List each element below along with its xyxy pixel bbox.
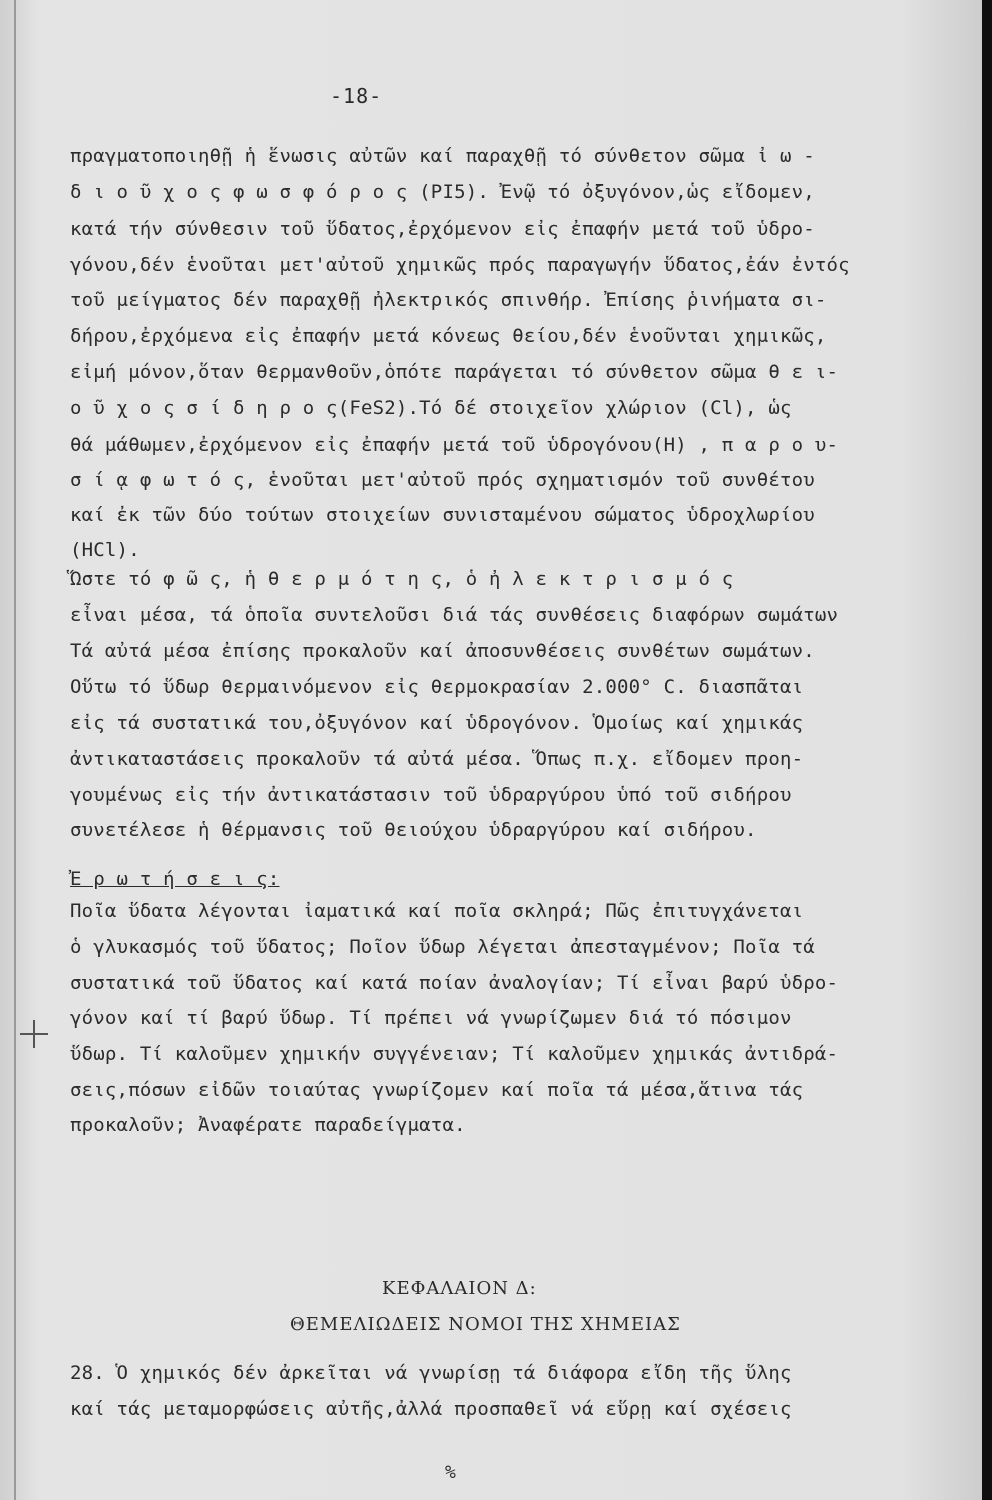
text-line: 28. Ὁ χημικός δέν ἀρκεῖται νά γνωρίσῃ τά διάφορα εἴδη τῆς ὕλης bbox=[70, 1362, 792, 1384]
text-line: θά μάθωμεν,ἐρχόμενον εἰς ἐπαφήν μετά τοῦ ὑδρογόνου(H) , π α ρ ο υ- bbox=[70, 434, 839, 456]
text-line: ὁ γλυκασμός τοῦ ὕδατος; Ποῖον ὕδωρ λέγεται ἀπεσταγμένον; Ποῖα τά bbox=[70, 936, 815, 958]
text-line: σ ί ᾳ φ ω τ ό ς, ἑνοῦται μετ'αὐτοῦ πρός σχηματισμόν τοῦ συνθέτου bbox=[70, 469, 815, 491]
margin-cross-mark bbox=[20, 1020, 48, 1048]
footer-mark: % bbox=[445, 1462, 456, 1483]
text-line: Τά αὐτά μέσα ἐπίσης προκαλοῦν καί ἀποσυνθέσεις συνθέτων σωμάτων. bbox=[70, 640, 815, 662]
text-line: γουμένως εἰς τήν ἀντικατάστασιν τοῦ ὑδραργύρου ὑπό τοῦ σιδήρου bbox=[70, 784, 792, 806]
chapter-subtitle: ΘΕΜΕΛΙΩΔΕΙΣ ΝΟΜΟΙ ΤΗΣ ΧΗΜΕΙΑΣ bbox=[290, 1314, 681, 1335]
text-line: σεις,πόσων εἰδῶν τοιαύτας γνωρίζομεν καί ποῖα τά μέσα,ἅτινα τάς bbox=[70, 1079, 804, 1101]
text-line: δ ι ο ῦ χ ο ς φ ω σ φ ό ρ ο ς (PI5). Ἐνῷ τό ὀξυγόνον,ὡς εἴδομεν, bbox=[70, 181, 815, 203]
text-line: (HCl). bbox=[70, 539, 140, 561]
text-line: ο ῦ χ ο ς σ ί δ η ρ ο ς(FeS2).Τό δέ στοιχεῖον χλώριον (Cl), ὡς bbox=[70, 397, 792, 419]
section-heading-questions: Ἐ ρ ω τ ή σ ε ι ς: bbox=[70, 868, 280, 890]
text-line: συνετέλεσε ἡ θέρμανσις τοῦ θειούχου ὑδραργύρου καί σιδήρου. bbox=[70, 819, 757, 841]
text-line: γόνου,δέν ἑνοῦται μετ'αὐτοῦ χημικῶς πρός παραγωγήν ὕδατος,ἐάν ἐντός bbox=[70, 254, 850, 276]
text-line: Οὕτω τό ὕδωρ θερμαινόμενον εἰς θερμοκρασίαν 2.000° C. διασπᾶται bbox=[70, 676, 804, 698]
text-line: τοῦ μείγματος δέν παραχθῇ ἠλεκτρικός σπινθήρ. Ἐπίσης ῥινήματα σι- bbox=[70, 289, 827, 311]
text-line: καί ἐκ τῶν δύο τούτων στοιχείων συνισταμένου σώματος ὑδροχλωρίου bbox=[70, 504, 815, 526]
text-line: δήρου,ἐρχόμενα εἰς ἐπαφήν μετά κόνεως θείου,δέν ἑνοῦνται χημικῶς, bbox=[70, 325, 827, 347]
text-line: Ὥστε τό φ ῶ ς, ἡ θ ε ρ μ ό τ η ς, ὁ ἠ λ ε κ τ ρ ι σ μ ό ς bbox=[70, 568, 734, 590]
page-edge-shadow bbox=[982, 0, 992, 1500]
text-line: προκαλοῦν; Ἀναφέρατε παραδείγματα. bbox=[70, 1114, 466, 1136]
text-line: εἰμή μόνον,ὅταν θερμανθοῦν,ὁπότε παράγεται τό σύνθετον σῶμα θ ε ι- bbox=[70, 361, 839, 383]
text-line: καί τάς μεταμορφώσεις αὐτῆς,ἀλλά προσπαθεῖ νά εὕρῃ καί σχέσεις bbox=[70, 1398, 792, 1420]
chapter-title: ΚΕΦΑΛΑΙΟΝ Δ: bbox=[382, 1278, 537, 1299]
text-line: εἰς τά συστατικά του,ὀξυγόνον καί ὑδρογόνον. Ὁμοίως καί χημικάς bbox=[70, 712, 804, 734]
text-line: ὕδωρ. Τί καλοῦμεν χημικήν συγγένειαν; Τί καλοῦμεν χημικάς ἀντιδρά- bbox=[70, 1043, 839, 1065]
text-line: κατά τήν σύνθεσιν τοῦ ὕδατος,ἐρχόμενον εἰς ἐπαφήν μετά τοῦ ὑδρο- bbox=[70, 218, 815, 240]
text-line: πραγματοποιηθῇ ἡ ἕνωσις αὐτῶν καί παραχθῇ τό σύνθετον σῶμα ἰ ω - bbox=[70, 145, 815, 167]
text-line: συστατικά τοῦ ὕδατος καί κατά ποίαν ἀναλογίαν; Τί εἶναι βαρύ ὑδρο- bbox=[70, 972, 839, 994]
text-line: Ποῖα ὕδατα λέγονται ἰαματικά καί ποῖα σκληρά; Πῶς ἐπιτυγχάνεται bbox=[70, 900, 804, 922]
text-line: ἀντικαταστάσεις προκαλοῦν τά αὐτά μέσα. Ὅπως π.χ. εἴδομεν προη- bbox=[70, 748, 804, 770]
page-number: -18- bbox=[330, 84, 383, 108]
text-line: γόνον καί τί βαρύ ὕδωρ. Τί πρέπει νά γνωρίζωμεν διά τό πόσιμον bbox=[70, 1007, 792, 1029]
text-line: εἶναι μέσα, τά ὁποῖα συντελοῦσι διά τάς συνθέσεις διαφόρων σωμάτων bbox=[70, 604, 839, 626]
